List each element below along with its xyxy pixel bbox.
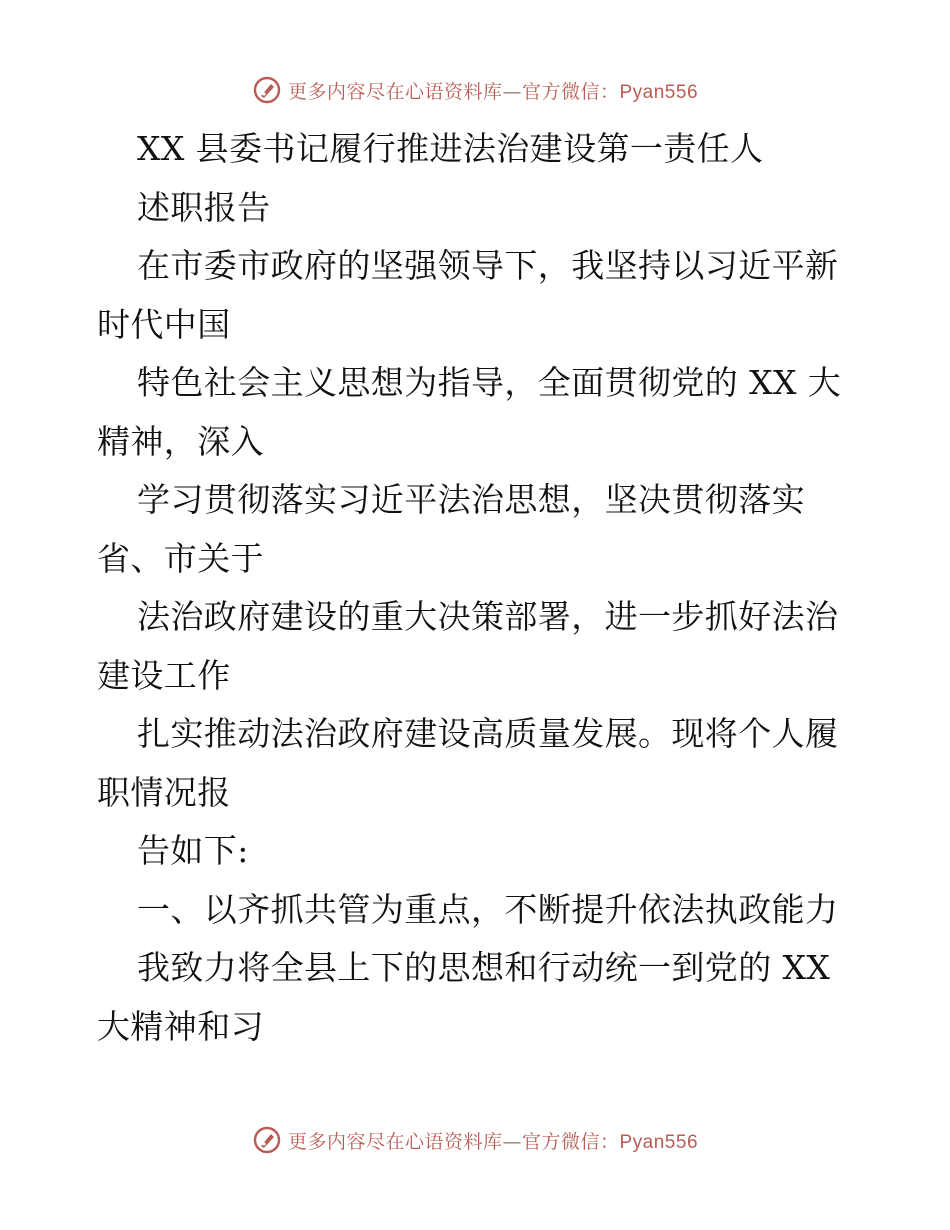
- paragraph-line: 时代中国: [97, 304, 231, 344]
- header-watermark: [0, 70, 950, 110]
- paragraph-line: 省、市关于: [97, 538, 264, 578]
- paragraph-line: 大精神和习: [97, 1006, 264, 1046]
- paragraph-line: 精神，深入: [97, 421, 264, 461]
- paragraph-line: 特色社会主义思想为指导，全面贯彻党的 XX 大: [137, 363, 842, 402]
- pen-nib-circle-icon: [252, 1125, 282, 1155]
- paragraph-line: 告如下:: [137, 831, 249, 870]
- paragraph-line: 建设工作: [97, 655, 231, 695]
- watermark-text: 更多内容尽在心语资料库—官方微信：Pyan556: [287, 1130, 699, 1153]
- document-body: [97, 120, 857, 1056]
- watermark-text: 更多内容尽在心语资料库—官方微信：Pyan556: [287, 80, 699, 103]
- section-heading: 一、以齐抓共管为重点，不断提升依法执政能力: [137, 889, 839, 929]
- paragraph-line: 法治政府建设的重大决策部署，进一步抓好法治: [137, 597, 839, 636]
- pen-nib-circle-icon: [252, 75, 282, 105]
- doc-subtitle: 述职报告: [137, 187, 271, 227]
- paragraph-line: 在市委市政府的坚强领导下，我坚持以习近平新: [137, 246, 839, 285]
- paragraph-line: 职情况报: [97, 772, 231, 812]
- paragraph-line: 学习贯彻落实习近平法治思想，坚决贯彻落实: [137, 480, 805, 519]
- paragraph-line: 扎实推动法治政府建设高质量发展。现将个人履: [137, 714, 839, 753]
- paragraph-line: 我致力将全县上下的思想和行动统一到党的 XX: [137, 948, 831, 987]
- footer-watermark: [0, 1120, 950, 1160]
- doc-title: XX 县委书记履行推进法治建设第一责任人: [137, 129, 764, 168]
